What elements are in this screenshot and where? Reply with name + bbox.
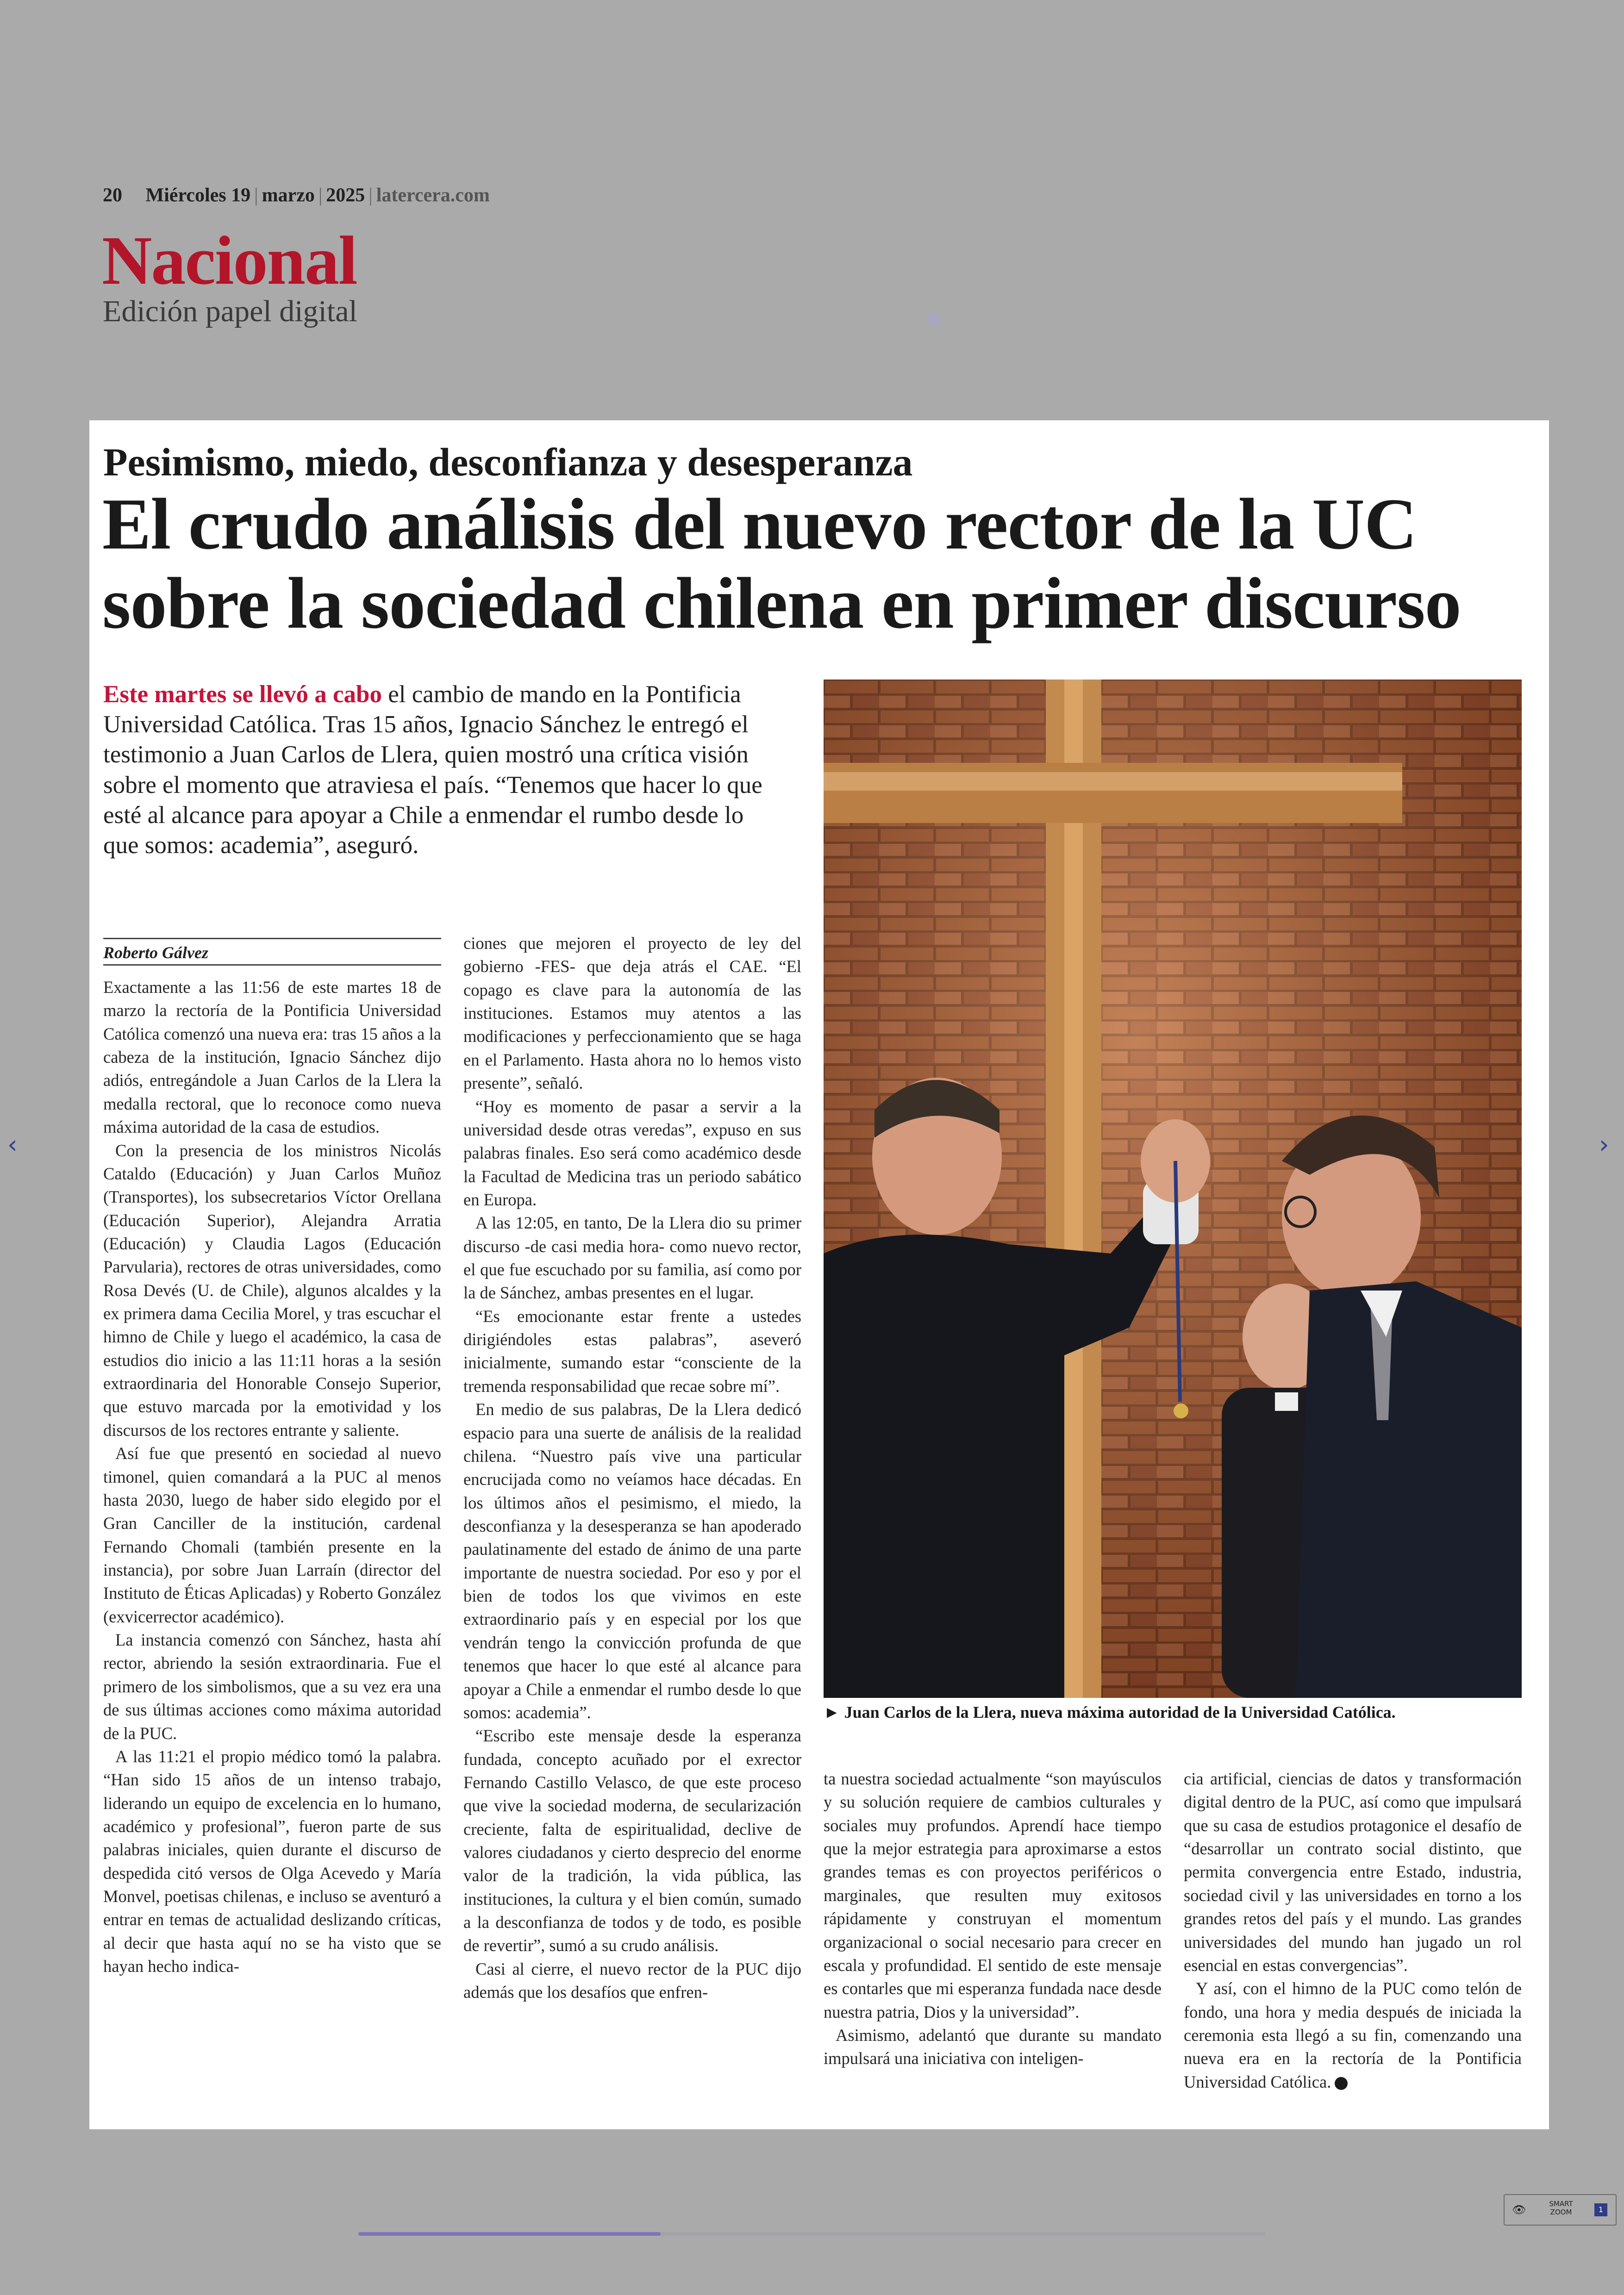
date-separator: |: [254, 185, 258, 206]
eye-icon: 👁: [1512, 2203, 1526, 2216]
article-column-3: [824, 1767, 1162, 2098]
paragraph: Así fue que presentó en sociedad al nuevo timonel, quien comandará a la PUC al menos hasta 2030, luego de haber sido elegido por el Gran Canciller de la institución, cardenal Fernando Chomali (también presente en la instancia), por sobre Juan Larraín (director del Instituto de Éticas Aplicadas) y Roberto González (exvicerrector académico).: [103, 1444, 441, 1626]
paragraph: ta nuestra sociedad actualmente “son mayúsculos y su solución requiere de cambios culturales y sociales muy profundos. Aprendí hace tiempo que la mejor estrategia para aproximarse a estos grandes temas es con proyectos periféricos o marginales, que resulten muy exitosos rápidamente y construyan el momentum organizacional o social necesario para crecer en escala y profundidad. El sentido de este mensaje es contarles que mi esperanza fundada nace desde nuestra patria, Dios y la universidad”.: [824, 1769, 1162, 2021]
article-photo: [824, 680, 1522, 1698]
lead-highlight: Este martes se llevó a cabo: [103, 681, 382, 708]
article-column-2: [463, 932, 801, 2098]
section-title: Nacional: [102, 222, 357, 299]
paragraph: Con la presencia de los ministros Nicolás Cataldo (Educación) y Juan Carlos Muñoz (Transportes), los subsecretarios Víctor Orellana (Educación Superior), Alejandra Arratia (Educación) y Claudia Lagos (Educación Parvularia), rectores de otras universidades, como Rosa Devés (U. de Chile), algunos alcaldes y la ex primera dama Cecilia Morel, y tras escuchar el himno de Chile y luego el académico, la casa de estudios dio inicio a las 11:11 horas a la sesión extraordinaria del Honorable Consejo Superior, que estuvo marcada por la emotividad y los discursos de los rectores entrante y saliente.: [103, 1141, 441, 1440]
edition-label: Edición papel digital: [103, 294, 357, 328]
end-of-article-icon: [1335, 2077, 1348, 2090]
date-separator: |: [318, 185, 323, 206]
paragraph: “Escribo este mensaje desde la esperanza fundada, concepto acuñado por el exrector Fernando Castillo Velasco, de que este proceso que vive la sociedad moderna, de secularización creciente, falta de espiritualidad, declive de valores ciudadanos y cierto desprecio del enorme valor de la tradición, la vida pública, las instituciones, la cultura y el bien común, sumado a la desconfianza de todos y de todo, es posible de revertir”, sumó a su crudo análisis.: [463, 1726, 801, 1955]
paragraph: “Hoy es momento de pasar a servir a la universidad desde otras veredas”, expuso en sus palabras finales. Eso será como académico desde la Facultad de Medicina tras un periodo sabático en Europa.: [463, 1097, 801, 1209]
paragraph: A las 11:21 el propio médico tomó la palabra. “Han sido 15 años de un intenso trabajo, liderando un equipo de excelencia en lo humano, académico y profesional”, fueron parte de sus palabras iniciales, quien durante el discurso de despedida citó versos de Olga Acevedo y María Monvel, poetisas chilenas, e incluso se aventuró a entrar en temas de actualidad deslizando críticas, al decir que hasta aquí no se ha visto que se hayan hecho indica-: [103, 1746, 441, 1976]
smart-zoom-button[interactable]: [1504, 2194, 1617, 2226]
ceremony-photo-illustration: [824, 680, 1522, 1698]
paragraph: A las 12:05, en tanto, De la Llera dio su primer discurso -de casi media hora- como nuevo rector, el que fue escuchado por su familia, así como por la de Sánchez, ambas presentes en el lugar.: [463, 1213, 801, 1303]
photo-caption: ► Juan Carlos de la Llera, nueva máxima autoridad de la Universidad Católica.: [824, 1703, 1396, 1721]
paragraph: [1184, 1977, 1522, 2094]
next-page-button[interactable]: ›: [1599, 1130, 1609, 1159]
page-progress-fill: [358, 2232, 661, 2236]
article-lead: [103, 680, 779, 861]
paragraph: Casi al cierre, el nuevo rector de la PUC dijo además que los desafíos que enfren-: [463, 1959, 801, 2002]
date-weekday-day: Miércoles 19: [145, 185, 251, 206]
date-year: 2025: [326, 185, 365, 206]
paragraph: Exactamente a las 11:56 de este martes 18 de marzo la rectoría de la Pontificia Universidad Católica comenzó una nueva era: tras 15 años a la cabeza de la institución, Ignacio Sánchez dijo adiós, entregándole a Juan Carlos de la Llera la medalla rectoral, que lo reconoce como nueva máxima autoridad de la casa de estudios.: [103, 978, 441, 1137]
article-column-1: [103, 976, 441, 2096]
newspaper-page: [89, 420, 1549, 2129]
date-month: marzo: [262, 185, 315, 206]
page-progress-bar[interactable]: [358, 2232, 1266, 2236]
lead-text: el cambio de mando en la Pontificia Universidad Católica. Tras 15 años, Ignacio Sánchez le entregó el testimonio a Juan Carlos de Llera, quien mostró una crítica visión sobre el momento que atraviesa el país. “Tenemos que hacer lo que esté al alcance para apoyar a Chile a enmendar el rumbo desde lo que somos: academia”, aseguró.: [103, 681, 762, 859]
article-kicker: Pesimismo, miedo, desconfianza y desesperanza: [103, 440, 913, 484]
page-number: 20: [103, 185, 122, 206]
paragraph: Asimismo, adelantó que durante su mandato impulsará una iniciativa con inteligen-: [824, 2025, 1162, 2068]
site-link[interactable]: latercera.com: [376, 185, 490, 206]
dateline: [103, 184, 490, 206]
paragraph: “Es emocionante estar frente a ustedes dirigiéndoles estas palabras”, aseveró inicialmente, sumando estar “consciente de la tremenda responsabilidad que recae sobre mí”.: [463, 1306, 801, 1396]
page-marker-icon: [928, 313, 941, 325]
article-headline: El crudo análisis del nuevo rector de la UC sobre la sociedad chilena en primer discurso: [102, 484, 1461, 644]
paragraph: cia artificial, ciencias de datos y transformación digital dentro de la PUC, así como que impulsará que su casa de estudios protagonice el desafío de “desarrollar un contrato social distinto, que permita convergencia entre Estado, industria, sociedad civil y las universidades en torno a los grandes retos del país y el mundo. Las grandes universidades del mundo han jugado un rol esencial en estas convergencias”.: [1184, 1769, 1522, 1975]
article-column-4: [1184, 1767, 1522, 2098]
date-separator: |: [369, 185, 373, 206]
paragraph: ciones que mejoren el proyecto de ley del gobierno -FES- que deja atrás el CAE. “El copago es clave para la autonomía de las instituciones. Estamos muy atentos a las modificaciones y perfeccionamiento que se haga en el Parlamento. Hasta ahora no lo hemos visto presente”, señaló.: [463, 934, 801, 1093]
smart-zoom-label: SMART ZOOM: [1549, 2200, 1573, 2216]
byline: Roberto Gálvez: [103, 938, 441, 966]
closing-paragraph-text: Y así, con el himno de la PUC como telón de fondo, una hora y media después de iniciada la ceremonia esta llegó a su fin, comenzando una nueva era en la rectoría de la Pontificia Universidad Católica.: [1184, 1979, 1522, 2091]
prev-page-button[interactable]: ‹: [7, 1130, 18, 1159]
paragraph: En medio de sus palabras, De la Llera dedicó espacio para una suerte de análisis de la realidad chilena. “Nuestro país vive una particular encrucijada como no veíamos hace décadas. En los últimos años el pesimismo, el miedo, la desconfianza y la desesperanza se han apoderado paulatinamente del estado de ánimo de una parte importante de nuestra sociedad. Por eso y por el bien de todos los que vivimos en este extraordinario país y en especial por los que vendrán tengo la convicción profunda de que tenemos que hacer lo que esté al alcance para apoyar a Chile a enmendar el rumbo desde lo que somos: academia”.: [463, 1400, 801, 1722]
paragraph: La instancia comenzó con Sánchez, hasta ahí rector, abriendo la sesión extraordinaria. Fue el primero de los simbolismos, que a su vez era una de sus últimas acciones como máxima autoridad de la PUC.: [103, 1630, 441, 1743]
smart-zoom-badge: 1: [1594, 2203, 1607, 2216]
